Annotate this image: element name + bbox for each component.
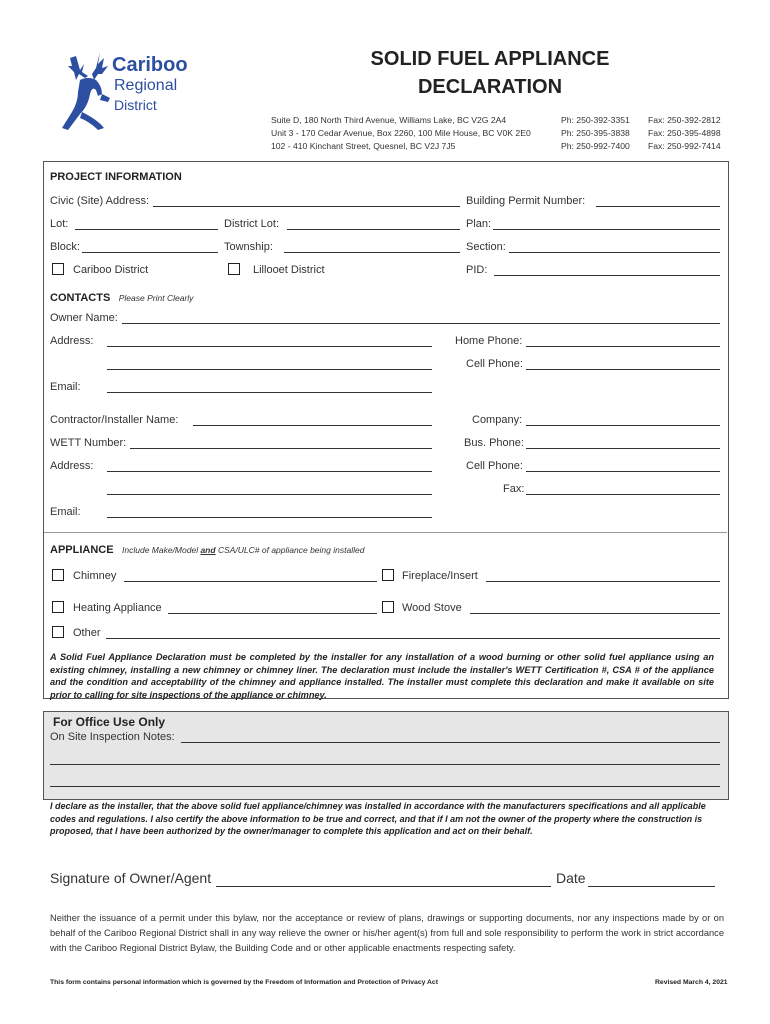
disclaimer-text: Neither the issuance of a permit under this bylaw, nor the acceptance or review of plans, drawings or supporting documents, nor any inspections made by or on behalf of the Cariboo Regional District shall in any way relieve the owner or his/her agent(s) from full and sole responsibility to perform the work in strict accordance with the Cariboo Regional District Bylaw, the Building Code and or other applicable enactments respecting safety.	[50, 913, 724, 953]
fireplace-checkbox[interactable]	[382, 569, 394, 581]
bus-phone-label: Bus. Phone:	[464, 437, 524, 449]
inspection-notes-line-2[interactable]	[50, 764, 720, 765]
fax-field[interactable]	[526, 494, 720, 495]
appliance-note-post: CSA/ULC# of appliance being installed	[215, 545, 365, 555]
chimney-label: Chimney	[73, 570, 117, 582]
contacts-note: Please Print Clearly	[118, 293, 194, 303]
logo-line-3: District	[114, 97, 157, 113]
project-heading: PROJECT INFORMATION	[50, 171, 182, 183]
home-phone-field[interactable]	[526, 346, 720, 347]
other-label: Other	[73, 627, 101, 639]
office-fax: Fax: 250-392-2812	[648, 115, 721, 125]
chimney-checkbox[interactable]	[52, 569, 64, 581]
office-use-heading: For Office Use Only	[53, 715, 166, 729]
form-box	[43, 161, 729, 699]
block-label: Block:	[50, 241, 80, 253]
company-field[interactable]	[526, 425, 720, 426]
fireplace-field[interactable]	[486, 581, 720, 582]
block-field[interactable]	[82, 252, 218, 253]
office-address: Unit 3 - 170 Cedar Avenue, Box 2260, 100 Mile House, BC V0K 2E0	[271, 128, 531, 138]
civic-address-field[interactable]	[153, 206, 460, 207]
contractor-cell-label: Cell Phone:	[466, 460, 523, 472]
district-lot-field[interactable]	[287, 229, 460, 230]
fax-label: Fax:	[503, 483, 525, 495]
home-phone-label: Home Phone:	[455, 335, 523, 347]
logo-line-1: Cariboo	[112, 54, 188, 76]
owner-email-label: Email:	[50, 381, 81, 393]
logo-line-2: Regional	[114, 77, 178, 94]
contractor-address-label: Address:	[50, 460, 94, 472]
district-lot-label: District Lot:	[224, 218, 280, 230]
inspection-notes-line-1[interactable]	[181, 742, 720, 743]
other-checkbox[interactable]	[52, 626, 64, 638]
chimney-field[interactable]	[124, 581, 377, 582]
office-row	[271, 114, 731, 127]
cariboo-district-checkbox[interactable]	[52, 263, 64, 275]
township-field[interactable]	[284, 252, 460, 253]
owner-email-field[interactable]	[107, 392, 432, 393]
building-permit-field[interactable]	[596, 206, 720, 207]
title-line-1: SOLID FUEL APPLIANCE	[370, 48, 610, 70]
plan-label: Plan:	[466, 218, 492, 230]
pid-label: PID:	[466, 264, 488, 276]
building-permit-label: Building Permit Number:	[466, 195, 586, 207]
inspection-notes-line-3[interactable]	[50, 786, 720, 787]
office-phone: Ph: 250-392-3351	[561, 115, 630, 125]
office-addresses	[271, 114, 731, 153]
heating-appliance-checkbox[interactable]	[52, 601, 64, 613]
office-fax: Fax: 250-395-4898	[648, 128, 721, 138]
page-title	[340, 45, 640, 101]
section-label: Section:	[466, 241, 506, 253]
fireplace-label: Fireplace/Insert	[402, 570, 478, 582]
signature-label: Signature of Owner/Agent	[50, 870, 212, 886]
contractor-email-label: Email:	[50, 506, 81, 518]
owner-name-label: Owner Name:	[50, 312, 118, 324]
office-address: Suite D, 180 North Third Avenue, Williams Lake, BC V2G 2A4	[271, 115, 507, 125]
logo	[50, 50, 220, 135]
inspection-notes-label: On Site Inspection Notes:	[50, 731, 175, 743]
certification-text: I declare as the installer, that the above solid fuel appliance/chimney was installed in accordance with the manufacturers specifications and all applicable codes and regulations. I also certify the above information to be true and correct, and that if I am not the owner of the property where the construction is proposed, that I have been authorized by the owner/manager to complete this application and act on their behalf.	[50, 801, 706, 837]
heating-appliance-field[interactable]	[168, 613, 377, 614]
caribou-logo-icon	[58, 50, 118, 135]
wood-stove-label: Wood Stove	[402, 602, 462, 614]
contacts-heading-row	[50, 288, 193, 306]
wood-stove-checkbox[interactable]	[382, 601, 394, 613]
wett-number-label: WETT Number:	[50, 437, 127, 449]
appliance-note	[122, 545, 364, 555]
office-phone: Ph: 250-395-3838	[561, 128, 630, 138]
contractor-name-field[interactable]	[193, 425, 432, 426]
wood-stove-field[interactable]	[470, 613, 720, 614]
contractor-address-field-1[interactable]	[107, 471, 432, 472]
appliance-heading-row	[50, 540, 364, 558]
lot-label: Lot:	[50, 218, 69, 230]
appliance-note-and: and	[200, 545, 216, 555]
office-phone: Ph: 250-992-7400	[561, 141, 630, 151]
lillooet-district-checkbox[interactable]	[228, 263, 240, 275]
title-line-2: DECLARATION	[417, 76, 563, 98]
privacy-footer: This form contains personal information which is governed by the Freedom of Information and Protection of Privacy Act	[50, 979, 438, 986]
cell-phone-field[interactable]	[526, 369, 720, 370]
owner-name-field[interactable]	[122, 323, 720, 324]
contractor-cell-field[interactable]	[526, 471, 720, 472]
office-row	[271, 127, 731, 140]
civic-address-label: Civic (Site) Address:	[50, 195, 150, 207]
cariboo-district-label: Cariboo District	[73, 264, 149, 276]
appliance-note-pre: Include Make/Model	[122, 545, 201, 555]
contractor-address-field-2[interactable]	[107, 494, 432, 495]
owner-address-field-1[interactable]	[107, 346, 432, 347]
bus-phone-field[interactable]	[526, 448, 720, 449]
office-address: 102 - 410 Kinchant Street, Quesnel, BC V2J 7J5	[271, 141, 456, 151]
contractor-email-field[interactable]	[107, 517, 432, 518]
company-label: Company:	[472, 414, 523, 426]
owner-address-label: Address:	[50, 335, 94, 347]
date-field[interactable]	[588, 886, 715, 887]
office-fax: Fax: 250-992-7414	[648, 141, 721, 151]
contractor-name-label: Contractor/Installer Name:	[50, 414, 179, 426]
signature-field[interactable]	[216, 886, 551, 887]
other-field[interactable]	[106, 638, 720, 639]
township-label: Township:	[224, 241, 273, 253]
lillooet-district-label: Lillooet District	[253, 264, 325, 276]
section-divider	[44, 532, 727, 533]
revised-date: Revised March 4, 2021	[655, 979, 728, 986]
section-field[interactable]	[509, 252, 720, 253]
wett-number-field[interactable]	[130, 448, 432, 449]
owner-address-field-2[interactable]	[107, 369, 432, 370]
date-label: Date	[556, 870, 586, 886]
heating-appliance-label: Heating Appliance	[73, 602, 162, 614]
office-row	[271, 140, 731, 153]
appliance-heading: APPLIANCE	[50, 544, 114, 556]
plan-field[interactable]	[493, 229, 720, 230]
lot-field[interactable]	[75, 229, 218, 230]
pid-field[interactable]	[494, 275, 720, 276]
cell-phone-label: Cell Phone:	[466, 358, 523, 370]
contacts-heading: CONTACTS	[50, 292, 111, 304]
declaration-note: A Solid Fuel Appliance Declaration must be completed by the installer for any installation of a wood burning or other solid fuel appliance using an existing chimney, installing a new chimney or chimney liner. The declaration must include the installer's WETT Certification #, CSA # of the appliance and the condition and acceptability of the chimney and appliance installed. The installer must complete this declaration and make it available on site prior to calling for site inspections of the appliance or chimney.	[50, 652, 714, 700]
